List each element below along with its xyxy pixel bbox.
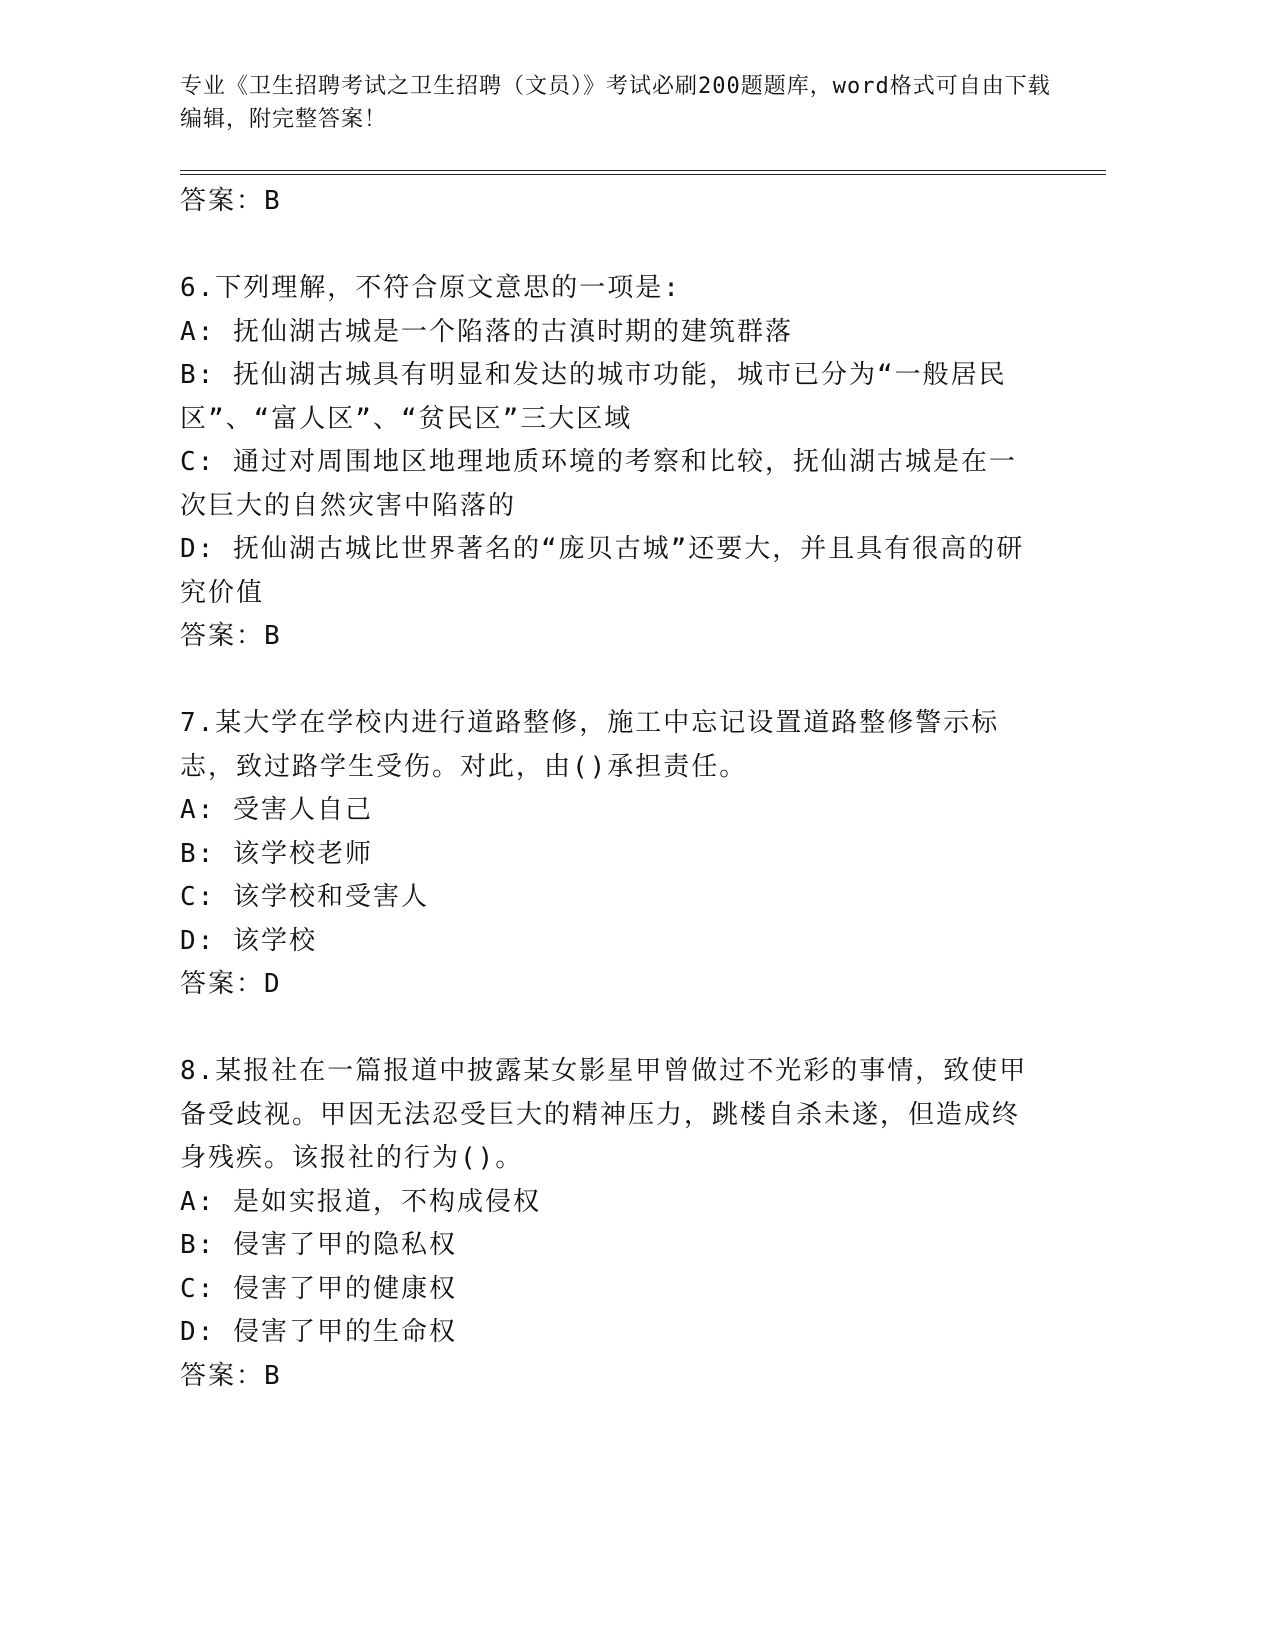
option-d: D: 侵害了甲的生命权 bbox=[180, 1317, 457, 1347]
question-block-6 bbox=[180, 267, 1040, 659]
answer-line: 答案：B bbox=[180, 186, 282, 216]
answer-line: 答案：D bbox=[180, 969, 282, 999]
header-rule bbox=[180, 170, 1106, 171]
header-rule-double bbox=[180, 174, 1106, 175]
answer-line: 答案：B bbox=[180, 1360, 282, 1391]
answer-line: 答案：B bbox=[180, 621, 282, 651]
question-stem: 7.某大学在学校内进行道路整修，施工中忘记设置道路整修警示标志，致过路学生受伤。对此，由()承担责任。 bbox=[180, 708, 1000, 782]
option-a: A: 受害人自己 bbox=[180, 795, 373, 825]
option-a: A: 抚仙湖古城是一个陷落的古滇时期的建筑群落 bbox=[180, 316, 793, 347]
option-b: B: 侵害了甲的隐私权 bbox=[180, 1230, 457, 1260]
question-stem: 6.下列理解，不符合原文意思的一项是: bbox=[180, 273, 681, 303]
question-stem: 8.某报社在一篇报道中披露某女影星甲曾做过不光彩的事情，致使甲备受歧视。甲因无法忍受巨大的精神压力，跳楼自杀未遂，但造成终身残疾。该报社的行为()。 bbox=[180, 1056, 1028, 1173]
option-a: A: 是如实报道，不构成侵权 bbox=[180, 1186, 541, 1217]
document-header: 专业《卫生招聘考试之卫生招聘（文员）》考试必刷200题题库，word格式可自由下载编辑，附完整答案！ bbox=[180, 74, 1051, 132]
option-c: C: 通过对周围地区地理地质环境的考察和比较，抚仙湖古城是在一次巨大的自然灾害中陷落的 bbox=[180, 447, 1017, 521]
option-c: C: 侵害了甲的健康权 bbox=[180, 1273, 457, 1304]
question-block-8 bbox=[180, 1050, 1040, 1398]
question-block-7 bbox=[180, 702, 1040, 1007]
option-b: B: 该学校老师 bbox=[180, 838, 373, 869]
option-d: D: 抚仙湖古城比世界著名的“庞贝古城”还要大，并且具有很高的研究价值 bbox=[180, 534, 1025, 608]
option-b: B: 抚仙湖古城具有明显和发达的城市功能，城市已分为“一般居民区”、“富人区”、“贫民区”三大区域 bbox=[180, 360, 1007, 434]
document-body bbox=[180, 180, 1040, 1398]
option-c: C: 该学校和受害人 bbox=[180, 882, 429, 912]
option-d: D: 该学校 bbox=[180, 925, 317, 956]
